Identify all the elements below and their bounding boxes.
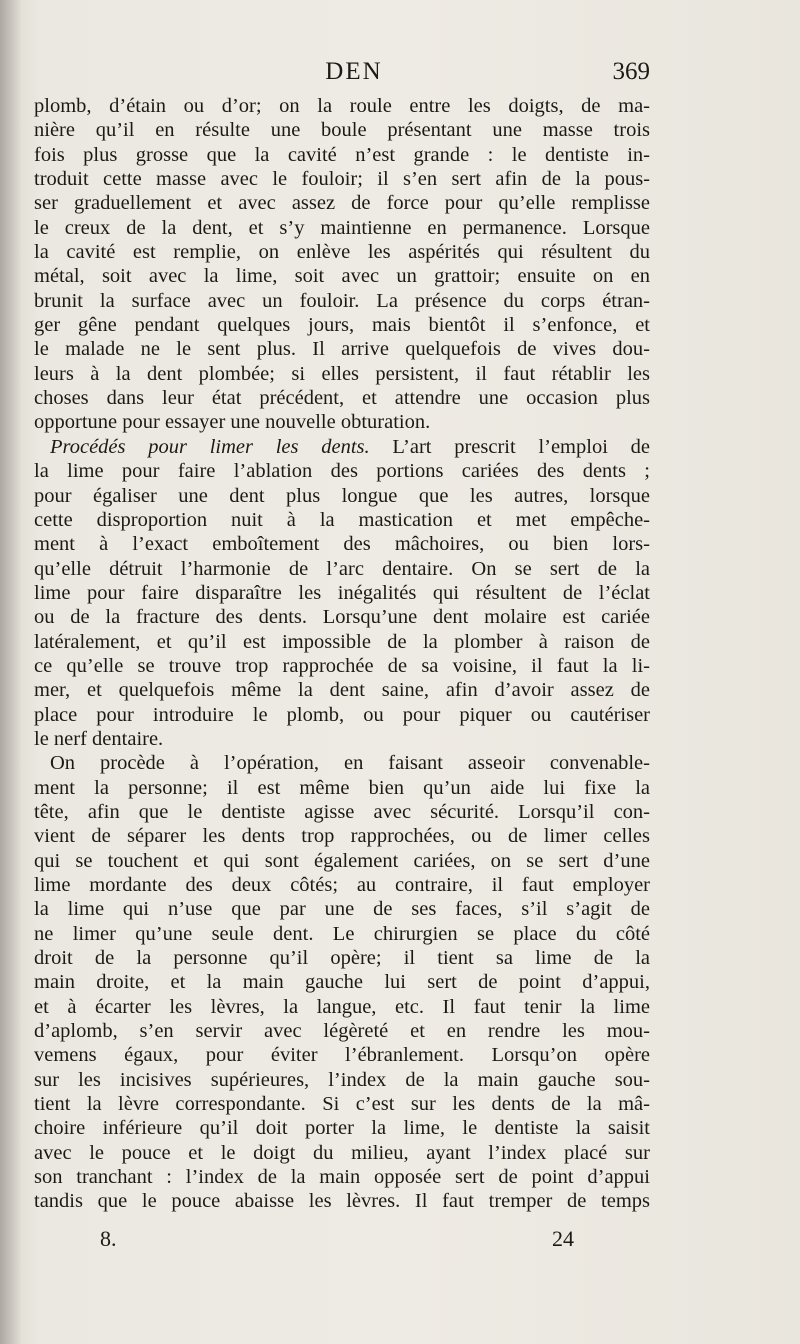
text-line: opportune pour essayer une nouvelle obturation.: [34, 411, 431, 434]
section-heading: Procédés pour limer les dents.: [50, 435, 370, 458]
text-line: place pour introduire le plomb, ou pour piquer ou cautériser: [34, 703, 650, 726]
page-footer: [34, 1226, 650, 1256]
text-line: tête, afin que le dentiste agisse avec sécurité. Lorsqu’il con-: [34, 800, 650, 823]
text-line: le nerf dentaire.: [34, 727, 164, 750]
text-line: pour égaliser une dent plus longue que les autres, lorsque: [34, 484, 650, 507]
text-line: brunit la surface avec un fouloir. La présence du corps étran-: [34, 289, 650, 312]
text-line: fois plus grosse que la cavité n’est grande : le dentiste in-: [34, 143, 650, 166]
signature-mark: 8.: [100, 1226, 117, 1251]
body-text: [34, 94, 650, 1214]
text-line: mer, et quelquefois même la dent saine, afin d’avoir assez de: [34, 679, 650, 702]
text-line: choire inférieure qu’il doit porter la lime, le dentiste la saisit: [34, 1117, 650, 1140]
text-line: nière qu’il en résulte une boule présentant une masse trois: [34, 119, 650, 142]
text-line: avec le pouce et le doigt du milieu, ayant l’index placé sur: [34, 1141, 650, 1164]
page-number: 369: [612, 58, 650, 85]
text-line: ger gêne pendant quelques jours, mais bientôt il s’enfonce, et: [34, 314, 650, 337]
text-line: ser graduellement et avec assez de force pour qu’elle remplisse: [34, 192, 650, 215]
text-line: qui se touchent et qui sont également cariées, on se sert d’une: [34, 849, 650, 872]
text-line: ou de la fracture des dents. Lorsqu’une dent molaire est cariée: [34, 606, 650, 629]
page-header: [34, 58, 650, 92]
text-line: cette disproportion nuit à la mastication et met empêche-: [34, 508, 650, 531]
text-line: droit de la personne qu’il opère; il tient sa lime de la: [34, 947, 650, 970]
text-line: métal, soit avec la lime, soit avec un grattoir; ensuite on en: [34, 265, 650, 288]
paragraph-first-line: [34, 435, 650, 459]
text-line: vemens égaux, pour éviter l’ébranlement. Lorsqu’on opère: [34, 1044, 650, 1067]
text-line: qu’elle détruit l’harmonie de l’arc dentaire. On se sert de la: [34, 557, 650, 580]
text-line: tandis que le pouce abaisse les lèvres. Il faut tremper de temps: [34, 1190, 650, 1213]
text-line: la cavité est remplie, on enlève les aspérités qui résultent du: [34, 241, 650, 264]
text-line: sur les incisives supérieures, l’index de la main gauche sou-: [34, 1068, 650, 1091]
text-run: L’art prescrit l’emploi de: [369, 435, 650, 458]
text-line: leurs à la dent plombée; si elles persistent, il faut rétablir les: [34, 362, 650, 385]
text-line: vient de séparer les dents trop rapprochées, ou de limer celles: [34, 825, 650, 848]
text-line: le malade ne le sent plus. Il arrive quelquefois de vives dou-: [34, 338, 650, 361]
text-line: On procède à l’opération, en faisant asseoir convenable-: [50, 752, 650, 775]
text-line: et à écarter les lèvres, la langue, etc. Il faut tenir la lime: [34, 995, 650, 1018]
text-line: latéralement, et qu’il est impossible de la plomber à raison de: [34, 630, 650, 653]
text-line: main droite, et la main gauche lui sert de point d’appui,: [34, 971, 650, 994]
text-line: d’aplomb, s’en servir avec légèreté et en rendre les mou-: [34, 1020, 650, 1043]
text-line: ce qu’elle se trouve trop rapprochée de sa voisine, il faut la li-: [34, 654, 650, 677]
text-line: ment à l’exact emboîtement des mâchoires, ou bien lors-: [34, 533, 650, 556]
text-line: le creux de la dent, et s’y maintienne en permanence. Lorsque: [34, 216, 650, 239]
text-line: son tranchant : l’index de la main opposée sert de point d’appui: [34, 1166, 650, 1189]
text-line: la lime pour faire l’ablation des portions cariées des dents ;: [34, 460, 650, 483]
sheet-number: 24: [552, 1226, 574, 1251]
text-line: plomb, d’étain ou d’or; on la roule entre les doigts, de ma-: [34, 95, 650, 117]
binding-shadow: [0, 0, 22, 1344]
text-line: troduit cette masse avec le fouloir; il s’en sert afin de la pous-: [34, 168, 650, 191]
text-line: ne limer qu’une seule dent. Le chirurgien se place du côté: [34, 922, 650, 945]
text-line: lime mordante des deux côtés; au contraire, il faut employer: [34, 874, 650, 896]
text-line: ment la personne; il est même bien qu’un aide lui fixe la: [34, 776, 650, 799]
text-line: la lime qui n’use que par une de ses faces, s’il s’agit de: [34, 898, 650, 921]
running-head: DEN: [325, 58, 383, 85]
text-line: choses dans leur état précédent, et attendre une occasion plus: [34, 387, 650, 410]
text-line: lime pour faire disparaître les inégalités qui résultent de l’éclat: [34, 581, 650, 604]
text-line: tient la lèvre correspondante. Si c’est sur les dents de la mâ-: [34, 1093, 650, 1116]
